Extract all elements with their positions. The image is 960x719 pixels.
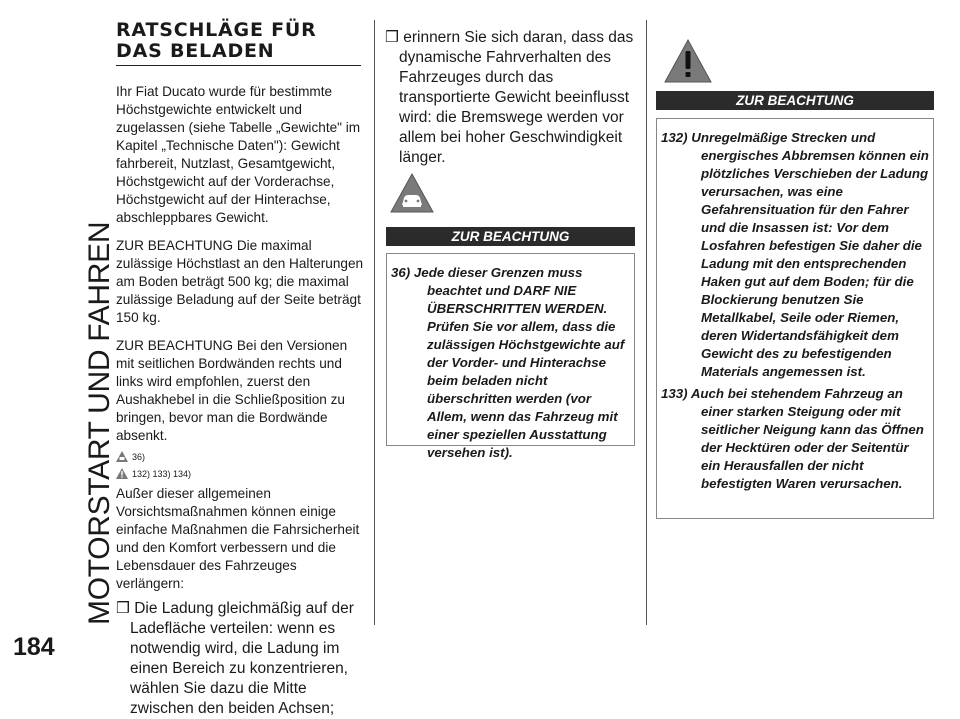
list-item (385, 28, 635, 168)
column-1 (116, 20, 366, 719)
column-divider (374, 20, 375, 625)
paragraph: ZUR BEACHTUNG Die maximal zulässige Höchstlast an den Halterungen am Boden beträgt 500 kg; die maximal zulässige Beladung auf der Seite beträgt 150 kg. (116, 238, 364, 325)
warning-icon (116, 468, 128, 479)
warning-box (386, 253, 635, 460)
chapter-side-tab (58, 15, 116, 625)
section-title: RATSCHLÄGE FÜR DAS BELADEN (116, 20, 361, 66)
column-divider (646, 20, 647, 625)
paragraph: ZUR BEACHTUNG Bei den Versionen mit seitlichen Bordwänden rechts und links wird empfohlen, zuerst den Aushakhebel in die Schließposition zu bringen, bevor man die Bordwände absenkt. (116, 338, 348, 443)
page-number: 184 (13, 633, 55, 661)
reference-general-warning (116, 468, 366, 479)
chapter-title: MOTORSTART UND FAHREN (83, 221, 116, 625)
list-item (116, 599, 366, 719)
warning-header: ZUR BEACHTUNG (656, 91, 934, 110)
column-2 (385, 28, 635, 168)
reference-number: 36) (132, 451, 146, 462)
car-warning-icon (390, 173, 434, 213)
paragraph: Außer dieser allgemeinen Vorsichtsmaßnahmen können einige einfache Maßnahmen die Fahrsicherheit und den Komfort verbessern und die Lebensdauer des Fahrzeuges verlängern: (116, 486, 360, 591)
bullet-checkbox-icon: ❒ (116, 600, 130, 617)
list-item-text: Die Ladung gleichmäßig auf der Ladefläche verteilen: wenn es notwendig wird, die Ladung im einen Bereich zu konzentrieren, wählen Sie dazu die Mitte zwischen den beiden Achsen; (130, 600, 354, 717)
reference-numbers: 132) 133) 134) (132, 468, 192, 479)
car-warning-icon (116, 451, 128, 462)
paragraph: Ihr Fiat Ducato wurde für bestimmte Höchstgewichte entwickelt und zugelassen (siehe Tabelle „Gewichte" im Kapitel „Technische Daten"): Gewicht fahrbereit, Nutzlast, Gesamtgewicht, Höchstgewicht auf der Vorderachse, Höchstgewicht auf der Hinterachse, abschleppbares Gewicht. (116, 84, 361, 225)
warning-item: 133) Auch bei stehendem Fahrzeug an einer starken Steigung oder mit seitlicher Neigung kann das Öffnen der Hecktüren oder der Seitentür ein Herausfallen der nicht befestigten Waren verursachen. (661, 386, 924, 491)
warning-header: ZUR BEACHTUNG (386, 227, 635, 246)
warning-box (656, 118, 934, 519)
bullet-checkbox-icon: ❒ (385, 29, 399, 46)
warning-item: 132) Unregelmäßige Strecken und energisches Abbremsen können ein plötzliches Verschieben der Ladung verursachen, was eine Gefahrensituation für den Fahrer und die Insassen ist: Vor dem Losfahren befestigen Sie daher die Ladung mit den entsprechenden Haken gut auf dem Boden; für die Blockierung benutzen Sie Metallkabel, Seile oder Riemen, deren Widertandsfähigkeit dem Gewicht des zu befestigenden Materials angemessen ist. (661, 130, 929, 379)
warning-icon (664, 39, 712, 83)
list-item-text: erinnern Sie sich daran, dass das dynamische Fahrverhalten des Fahrzeuges durch das transportierte Gewicht beeinflusst wird: die Bremswege werden vor allem bei hoher Geschwindigkeit länger. (399, 29, 634, 166)
warning-item: 36) Jede dieser Grenzen muss beachtet und DARF NIE ÜBERSCHRITTEN WERDEN. Prüfen Sie vor allem, dass die zulässigen Höchstgewichte auf der Vorder- und Hinterachse beim beladen nicht überschritten werden (vor Allem, wenn das Fahrzeug mit einer speziellen Ausstattung versehen ist). (391, 265, 625, 460)
reference-car-warning (116, 451, 366, 462)
